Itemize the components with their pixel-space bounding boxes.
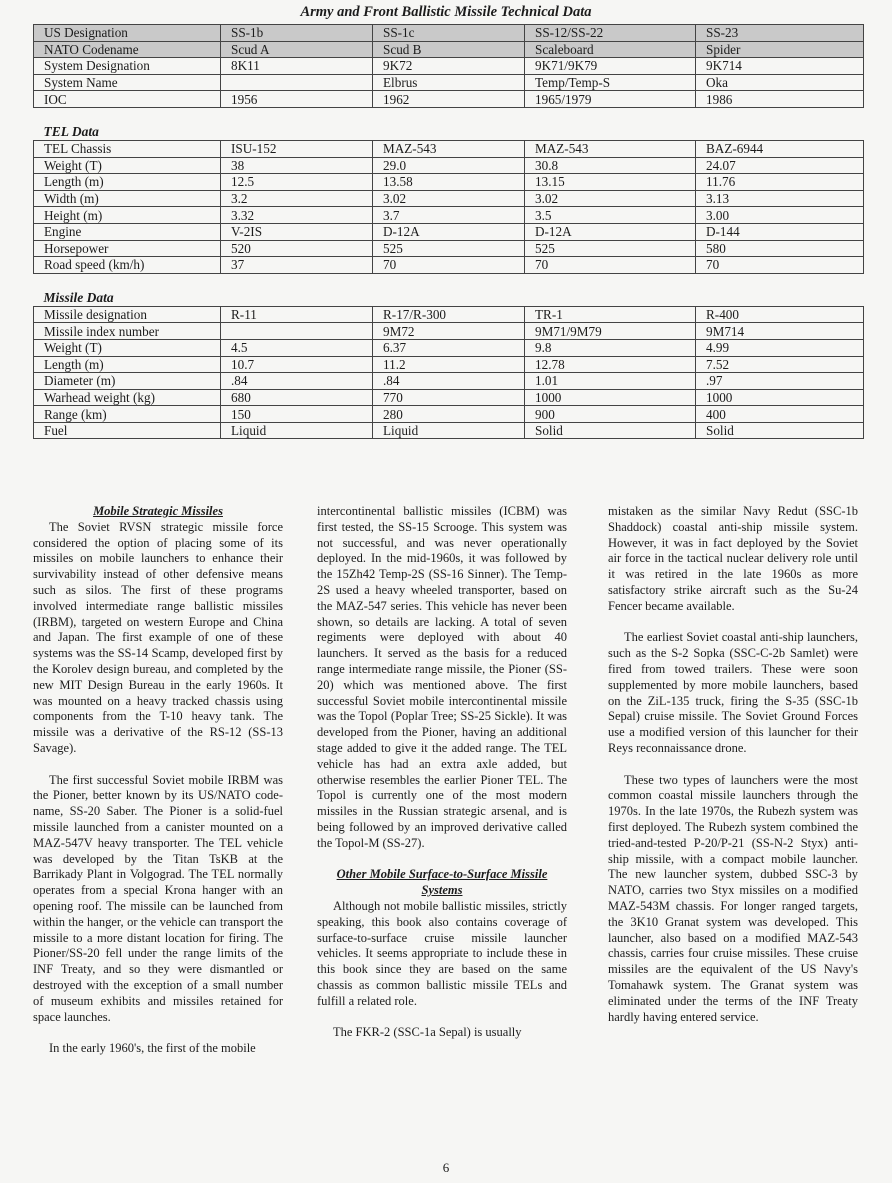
table-cell: Scaleboard [525, 41, 696, 58]
table-row [34, 356, 864, 373]
table-cell: D-144 [696, 223, 864, 240]
section-heading-mobile-strategic: Mobile Strategic Missiles [93, 504, 223, 518]
table-row [34, 422, 864, 439]
table-row [34, 223, 864, 240]
row-label: Road speed (km/h) [34, 257, 221, 274]
table-cell: 13.58 [373, 174, 525, 191]
table-cell: 1986 [696, 91, 864, 108]
table-cell: BAZ-6944 [696, 140, 864, 157]
table-cell: 9M72 [373, 323, 525, 340]
table-cell: 30.8 [525, 157, 696, 174]
missile-section-heading: Missile Data [34, 273, 864, 306]
column-middle [317, 504, 567, 1041]
table-cell: Oka [696, 74, 864, 91]
table-cell: 3.02 [525, 190, 696, 207]
table-cell: Liquid [221, 422, 373, 439]
table-row [34, 74, 864, 91]
row-label: Fuel [34, 422, 221, 439]
table-row [34, 373, 864, 390]
table-cell: 520 [221, 240, 373, 257]
table-row [34, 157, 864, 174]
row-label: Length (m) [34, 174, 221, 191]
row-label: Diameter (m) [34, 373, 221, 390]
paragraph: mistaken as the similar Navy Redut (SSC-1b Shaddock) coastal anti-ship missile system. However, it was in fact deployed by the Soviet air force in the tactical nuclear delivery role until it was retired in the late 1960s as more satisfactory strike aircraft such as the Su-24 Fencer became available. [608, 504, 858, 613]
table-cell: 400 [696, 406, 864, 423]
table-cell: R-11 [221, 306, 373, 323]
tel-section [34, 107, 864, 140]
table-row [34, 190, 864, 207]
table-cell: 3.32 [221, 207, 373, 224]
table-cell: 1965/1979 [525, 91, 696, 108]
table-row [34, 323, 864, 340]
table-cell: 8K11 [221, 58, 373, 75]
paragraph: The earliest Soviet coastal anti-ship launchers, such as the S-2 Sopka (SSC-C-2b Samlet) were fired from towed trailers. These were soon supplemented by more mobile launchers, based on the ZiL-135 truck, firing the S-35 (SSC-1b Sepal) cruise missile. The Soviet Ground Forces use a modified version of this launcher for their Reys reconnaissance drone. [608, 630, 858, 755]
table-cell: 70 [373, 257, 525, 274]
row-label: Length (m) [34, 356, 221, 373]
table-cell: 70 [696, 257, 864, 274]
table-cell: TR-1 [525, 306, 696, 323]
table-cell: 1956 [221, 91, 373, 108]
table-title: Army and Front Ballistic Missile Technical Data [300, 4, 592, 20]
table-cell: 280 [373, 406, 525, 423]
table-cell: 680 [221, 389, 373, 406]
table-cell: 4.5 [221, 339, 373, 356]
missile-rows [34, 306, 864, 439]
table-cell: Elbrus [373, 74, 525, 91]
table-row [34, 207, 864, 224]
table-cell: 900 [525, 406, 696, 423]
table-cell: R-400 [696, 306, 864, 323]
table-cell: 24.07 [696, 157, 864, 174]
table-cell: .84 [221, 373, 373, 390]
row-label: Engine [34, 223, 221, 240]
table-cell: 29.0 [373, 157, 525, 174]
paragraph: intercontinental ballistic missiles (ICBM) was first tested, the SS-15 Scrooge. This system was not successful, and was never operationally deployed. In the mid-1960s, it was followed by the 15Zh42 Temp-2S (SS-16 Sinner). The Temp-2S used a heavy wheeled transporter, based on the MAZ-547 series. This vehicle has never been shown, so details are lacking. A total of seven regiments were deployed with about 40 launchers. It served as the basis for a reduced range intermediate range missile, the Pioner (SS-20) which was mentioned above. The first successful Soviet mobile intercontinental missile was the Topol (Poplar Tree; SS-25 Sickle). It was developed from the Pioner, having an additional stage added to give it the added range. The TEL vehicle has had an extra axle added, but otherwise resembles the earlier Pioner TEL. The Topol is currently one of the most modern missiles in the Russian strategic arsenal, and is being followed by an improved derivative called the Topol-M (SS-27). [317, 504, 567, 850]
table-cell: D-12A [525, 223, 696, 240]
table-cell: SS-1c [373, 25, 525, 42]
row-label: Warhead weight (kg) [34, 389, 221, 406]
table-cell: 37 [221, 257, 373, 274]
paragraph: In the early 1960's, the first of the mobile [49, 1041, 256, 1056]
table-cell: 6.37 [373, 339, 525, 356]
table-cell: V-2IS [221, 223, 373, 240]
row-label: IOC [34, 91, 221, 108]
row-label: Weight (T) [34, 339, 221, 356]
row-label: TEL Chassis [34, 140, 221, 157]
table-cell: 3.5 [525, 207, 696, 224]
table-row [34, 58, 864, 75]
table-row [34, 339, 864, 356]
row-label: NATO Codename [34, 41, 221, 58]
paragraph: These two types of launchers were the most common coastal missile launchers through the 1970s. In the late 1970s, the Rubezh system was first deployed. The Rubezh system combined the tried-and-tested P-20/P-21 (SS-N-2 Styx) anti-ship missile, with a compact mobile launcher. The new launcher system, dubbed SSC-3 by NATO, carries two Styx missiles on a modified MAZ-543M chassis. For longer ranged targets, the 3K10 Granat system was developed. This launcher, also based on a modified MAZ-543 chassis, carries four cruise missiles. These cruise missiles are the equivalent of the US Navy's Tomahawk system. The Granat system was eliminated under the terms of the INF Treaty hardly having entered service. [608, 772, 858, 1024]
table-cell: 11.76 [696, 174, 864, 191]
table-row [34, 389, 864, 406]
paragraph: Although not mobile ballistic missiles, strictly speaking, this book also contains coverage of surface-to-surface cruise missile launcher vehicles. It seems appropriate to include these in this book since they are based on the same chassis as common ballistic missile TELs and fulfill a related role. [317, 898, 567, 1008]
table-cell: Solid [525, 422, 696, 439]
paragraph: The FKR-2 (SSC-1a Sepal) is usually [333, 1025, 522, 1040]
row-label: Horsepower [34, 240, 221, 257]
table-cell: MAZ-543 [525, 140, 696, 157]
column-right [608, 504, 858, 1025]
table-cell: 1.01 [525, 373, 696, 390]
table-cell: 770 [373, 389, 525, 406]
column-left [33, 504, 283, 1057]
page-number: 6 [442, 1160, 450, 1175]
table-row [34, 25, 864, 42]
table-cell: 12.5 [221, 174, 373, 191]
table-row [34, 41, 864, 58]
table-row [34, 91, 864, 108]
table-cell: ISU-152 [221, 140, 373, 157]
table-row [34, 174, 864, 191]
table-cell: .84 [373, 373, 525, 390]
table-cell [221, 74, 373, 91]
table-cell: 9K71/9K79 [525, 58, 696, 75]
table-cell: 7.52 [696, 356, 864, 373]
row-label: Range (km) [34, 406, 221, 423]
missile-section [34, 273, 864, 306]
table-cell: 9M71/9M79 [525, 323, 696, 340]
row-label: Missile designation [34, 306, 221, 323]
table-cell: 13.15 [525, 174, 696, 191]
table-cell: 38 [221, 157, 373, 174]
table-cell: 150 [221, 406, 373, 423]
tel-rows [34, 140, 864, 273]
row-label: US Designation [34, 25, 221, 42]
table-cell: 70 [525, 257, 696, 274]
table-cell: 525 [525, 240, 696, 257]
table-cell: 4.99 [696, 339, 864, 356]
table-cell: 9.8 [525, 339, 696, 356]
section-heading-other-mobile: Other Mobile Surface-to-Surface Missile Systems [336, 867, 548, 898]
table-row [34, 306, 864, 323]
row-label: System Designation [34, 58, 221, 75]
table-cell: 12.78 [525, 356, 696, 373]
tel-section-heading: TEL Data [34, 107, 864, 140]
table-cell: 3.00 [696, 207, 864, 224]
table-cell: Spider [696, 41, 864, 58]
table-cell: Liquid [373, 422, 525, 439]
table-cell: D-12A [373, 223, 525, 240]
header-rows [34, 25, 864, 108]
table-cell: Temp/Temp-S [525, 74, 696, 91]
table-row [34, 257, 864, 274]
table-cell: MAZ-543 [373, 140, 525, 157]
table-cell: 11.2 [373, 356, 525, 373]
table-cell: 10.7 [221, 356, 373, 373]
row-label: Weight (T) [34, 157, 221, 174]
table-cell: 3.7 [373, 207, 525, 224]
table-row [34, 406, 864, 423]
table-row [34, 240, 864, 257]
table-cell: 580 [696, 240, 864, 257]
table-cell: 9K72 [373, 58, 525, 75]
table-cell: Scud A [221, 41, 373, 58]
table-cell: SS-23 [696, 25, 864, 42]
table-cell: 3.13 [696, 190, 864, 207]
table-row [34, 140, 864, 157]
row-label: Missile index number [34, 323, 221, 340]
table-cell: 3.2 [221, 190, 373, 207]
table-cell: 9K714 [696, 58, 864, 75]
table-cell: 1962 [373, 91, 525, 108]
table-cell: SS-12/SS-22 [525, 25, 696, 42]
table-cell: 525 [373, 240, 525, 257]
row-label: System Name [34, 74, 221, 91]
table-cell: 1000 [525, 389, 696, 406]
row-label: Width (m) [34, 190, 221, 207]
table-cell: 1000 [696, 389, 864, 406]
table-cell: R-17/R-300 [373, 306, 525, 323]
table-cell [221, 323, 373, 340]
table-cell: 3.02 [373, 190, 525, 207]
table-cell: SS-1b [221, 25, 373, 42]
paragraph: The Soviet RVSN strategic missile force considered the option of placing some of its missiles on mobile launchers to enhance their survivability instead of other defensive means such as silos. The first of these programs involved intermediate range ballistic missiles (IRBM), targeted on western Europe and China and Japan. The first example of one of these systems was the SS-14 Scamp, developed first by the Korolev design bureau, and completed by the new MIT Design Bureau in the early 1960s. It was mounted on a heavy tracked chassis using components from the T-10 heavy tank. The missile was a derivative of the RS-12 (SS-13 Savage). [33, 519, 283, 755]
table-cell: Scud B [373, 41, 525, 58]
paragraph: The first successful Soviet mobile IRBM was the Pioner, better known by its US/NATO code-name, SS-20 Saber. The Pioner is a solid-fuel missile launched from a canister mounted on a MAZ-547V heavy transporter. The TEL vehicle was developed by the Titan TsKB at the Barrikady Plant in Volgograd. The TEL normally operates from a special Krona hanger with an opening roof. The missile can be launched from within the hanger, or the vehicle can transport the missile to a more distant location for firing. The Pioner/SS-20 fell under the range limits of the INF Treaty, and so they were dismantled or destroyed with the exception of a small number of museum exhibits and missiles retained for space launches. [33, 772, 283, 1024]
missile-data-table [33, 24, 864, 439]
row-label: Height (m) [34, 207, 221, 224]
table-cell: Solid [696, 422, 864, 439]
table-cell: .97 [696, 373, 864, 390]
table-cell: 9M714 [696, 323, 864, 340]
